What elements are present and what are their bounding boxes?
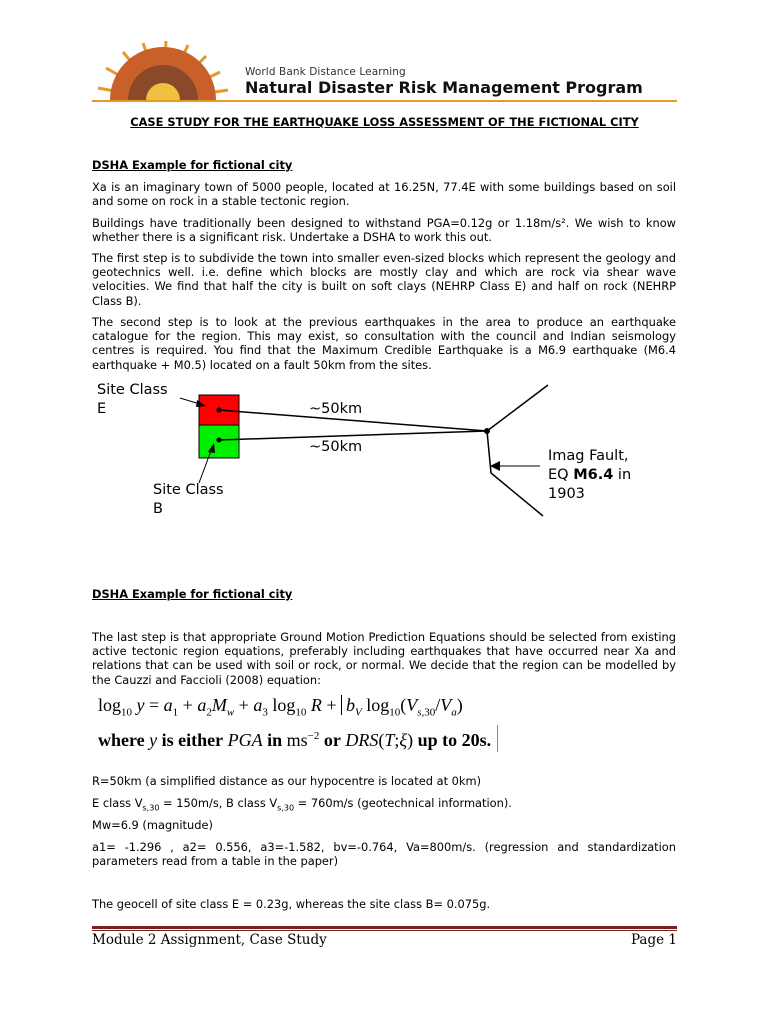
equation-line1: $\log_{10} y = a_1 + a_2M_w + a_3$ $\log_{10} R + b_V$ $\log_{10}(V_{s,30}/V_a)$	[98, 695, 463, 719]
paragraph-intro: Xa is an imaginary town of 5000 people, located at 16.25N, 77.4E with some buildings based on soil and some on rock in a stable tectonic region.	[92, 180, 676, 209]
paragraph-design: Buildings have traditionally been designed to withstand PGA=0.12g or 1.18m/s². We wish to know whether there is a significant risk. Undertake a DSHA to work this out.	[92, 216, 676, 245]
gmpe-equation	[98, 694, 498, 752]
param-magnitude: Mw=6.9 (magnitude)	[92, 818, 213, 832]
footer-module: Module 2 Assignment, Case Study	[92, 932, 327, 948]
fault-trace-upper	[487, 385, 548, 431]
header-org: World Bank Distance Learning	[245, 66, 406, 78]
result-statement: The geocell of site class E = 0.23g, whereas the site class B= 0.075g.	[92, 897, 491, 911]
site-b-label-line2: B	[153, 501, 163, 517]
footer-rule-thick	[92, 926, 677, 929]
site-b-label	[153, 481, 224, 519]
site-e-label-line1: Site Class	[97, 382, 168, 398]
site-e-label-line2: E	[97, 401, 107, 417]
fault-label-line3: 1903	[548, 486, 585, 502]
paragraph-step1: The first step is to subdivide the town into smaller even-sized blocks which represent the geology and geotechnics well. i.e. define which blocks are mostly clay and which are rock via shear wave velocities. We find that half the city is built on soft clays (NEHRP Class E) and half on rock (NEHRP Class B).	[92, 251, 676, 308]
fault-label-prefix: EQ	[548, 467, 574, 483]
fault-trace-lower	[487, 431, 543, 516]
header-program: Natural Disaster Risk Management Program	[245, 78, 643, 97]
fault-arrowhead	[490, 461, 500, 471]
param-coefficients: a1= -1.296 , a2= 0.556, a3=-1.582, bv=-0.764, Va=800m/s. (regression and standardization parameters read from a table in the paper)	[92, 840, 676, 869]
section-heading-1: DSHA Example for fictional city	[92, 158, 293, 172]
vs30-b-subscript: s,30	[277, 803, 295, 813]
vs30-end: = 760m/s (geotechnical information).	[294, 796, 512, 810]
document-title: CASE STUDY FOR THE EARTHQUAKE LOSS ASSESSMENT OF THE FICTIONAL CITY	[130, 115, 639, 129]
site-b-label-line1: Site Class	[153, 482, 224, 498]
param-distance: R=50km (a simplified distance as our hypocentre is located at 0km)	[92, 774, 482, 788]
paragraph-step2: The second step is to look at the previous earthquakes in the area to produce an earthquake catalogue for the region. This may exist, so consultation with the council and Indian seismology centres is required. You find that the Maximum Credible Earthquake is a M6.9 earthquake (M6.4 earthquake + M0.5) located on a fault 50km from the sites.	[92, 315, 676, 372]
distance-label-bottom: ~50km	[309, 439, 363, 455]
paragraph-gmpe: The last step is that appropriate Ground Motion Prediction Equations should be selected from existing active tectonic region equations, preferably including earthquakes that have occurred near Xa and relations that can be used with soil or rock, or normal. We decide that the region can be modelled by the Cauzzi and Faccioli (2008) equation:	[92, 630, 676, 687]
footer-page-number: Page 1	[630, 932, 677, 948]
vs30-e-prefix: E class V	[92, 796, 143, 810]
param-vs30	[92, 796, 512, 812]
footer-rule-thin	[92, 930, 677, 931]
fault-label-line1: Imag Fault,	[548, 448, 629, 464]
site-e-label	[97, 381, 168, 419]
equation-line2: where y is either PGA in $ms^{-2}$ or DRS(T;ξ) up to 20s.	[98, 725, 498, 752]
fault-label-line2	[548, 466, 631, 485]
vs30-middle: = 150m/s, B class V	[159, 796, 278, 810]
vs30-e-subscript: s,30	[142, 803, 160, 813]
distance-label-top: ~50km	[309, 401, 363, 417]
fault-label-magnitude: M6.4	[573, 467, 614, 483]
fault-label	[548, 447, 631, 504]
fault-label-suffix: in	[613, 467, 632, 483]
section-heading-2: DSHA Example for fictional city	[92, 587, 293, 601]
